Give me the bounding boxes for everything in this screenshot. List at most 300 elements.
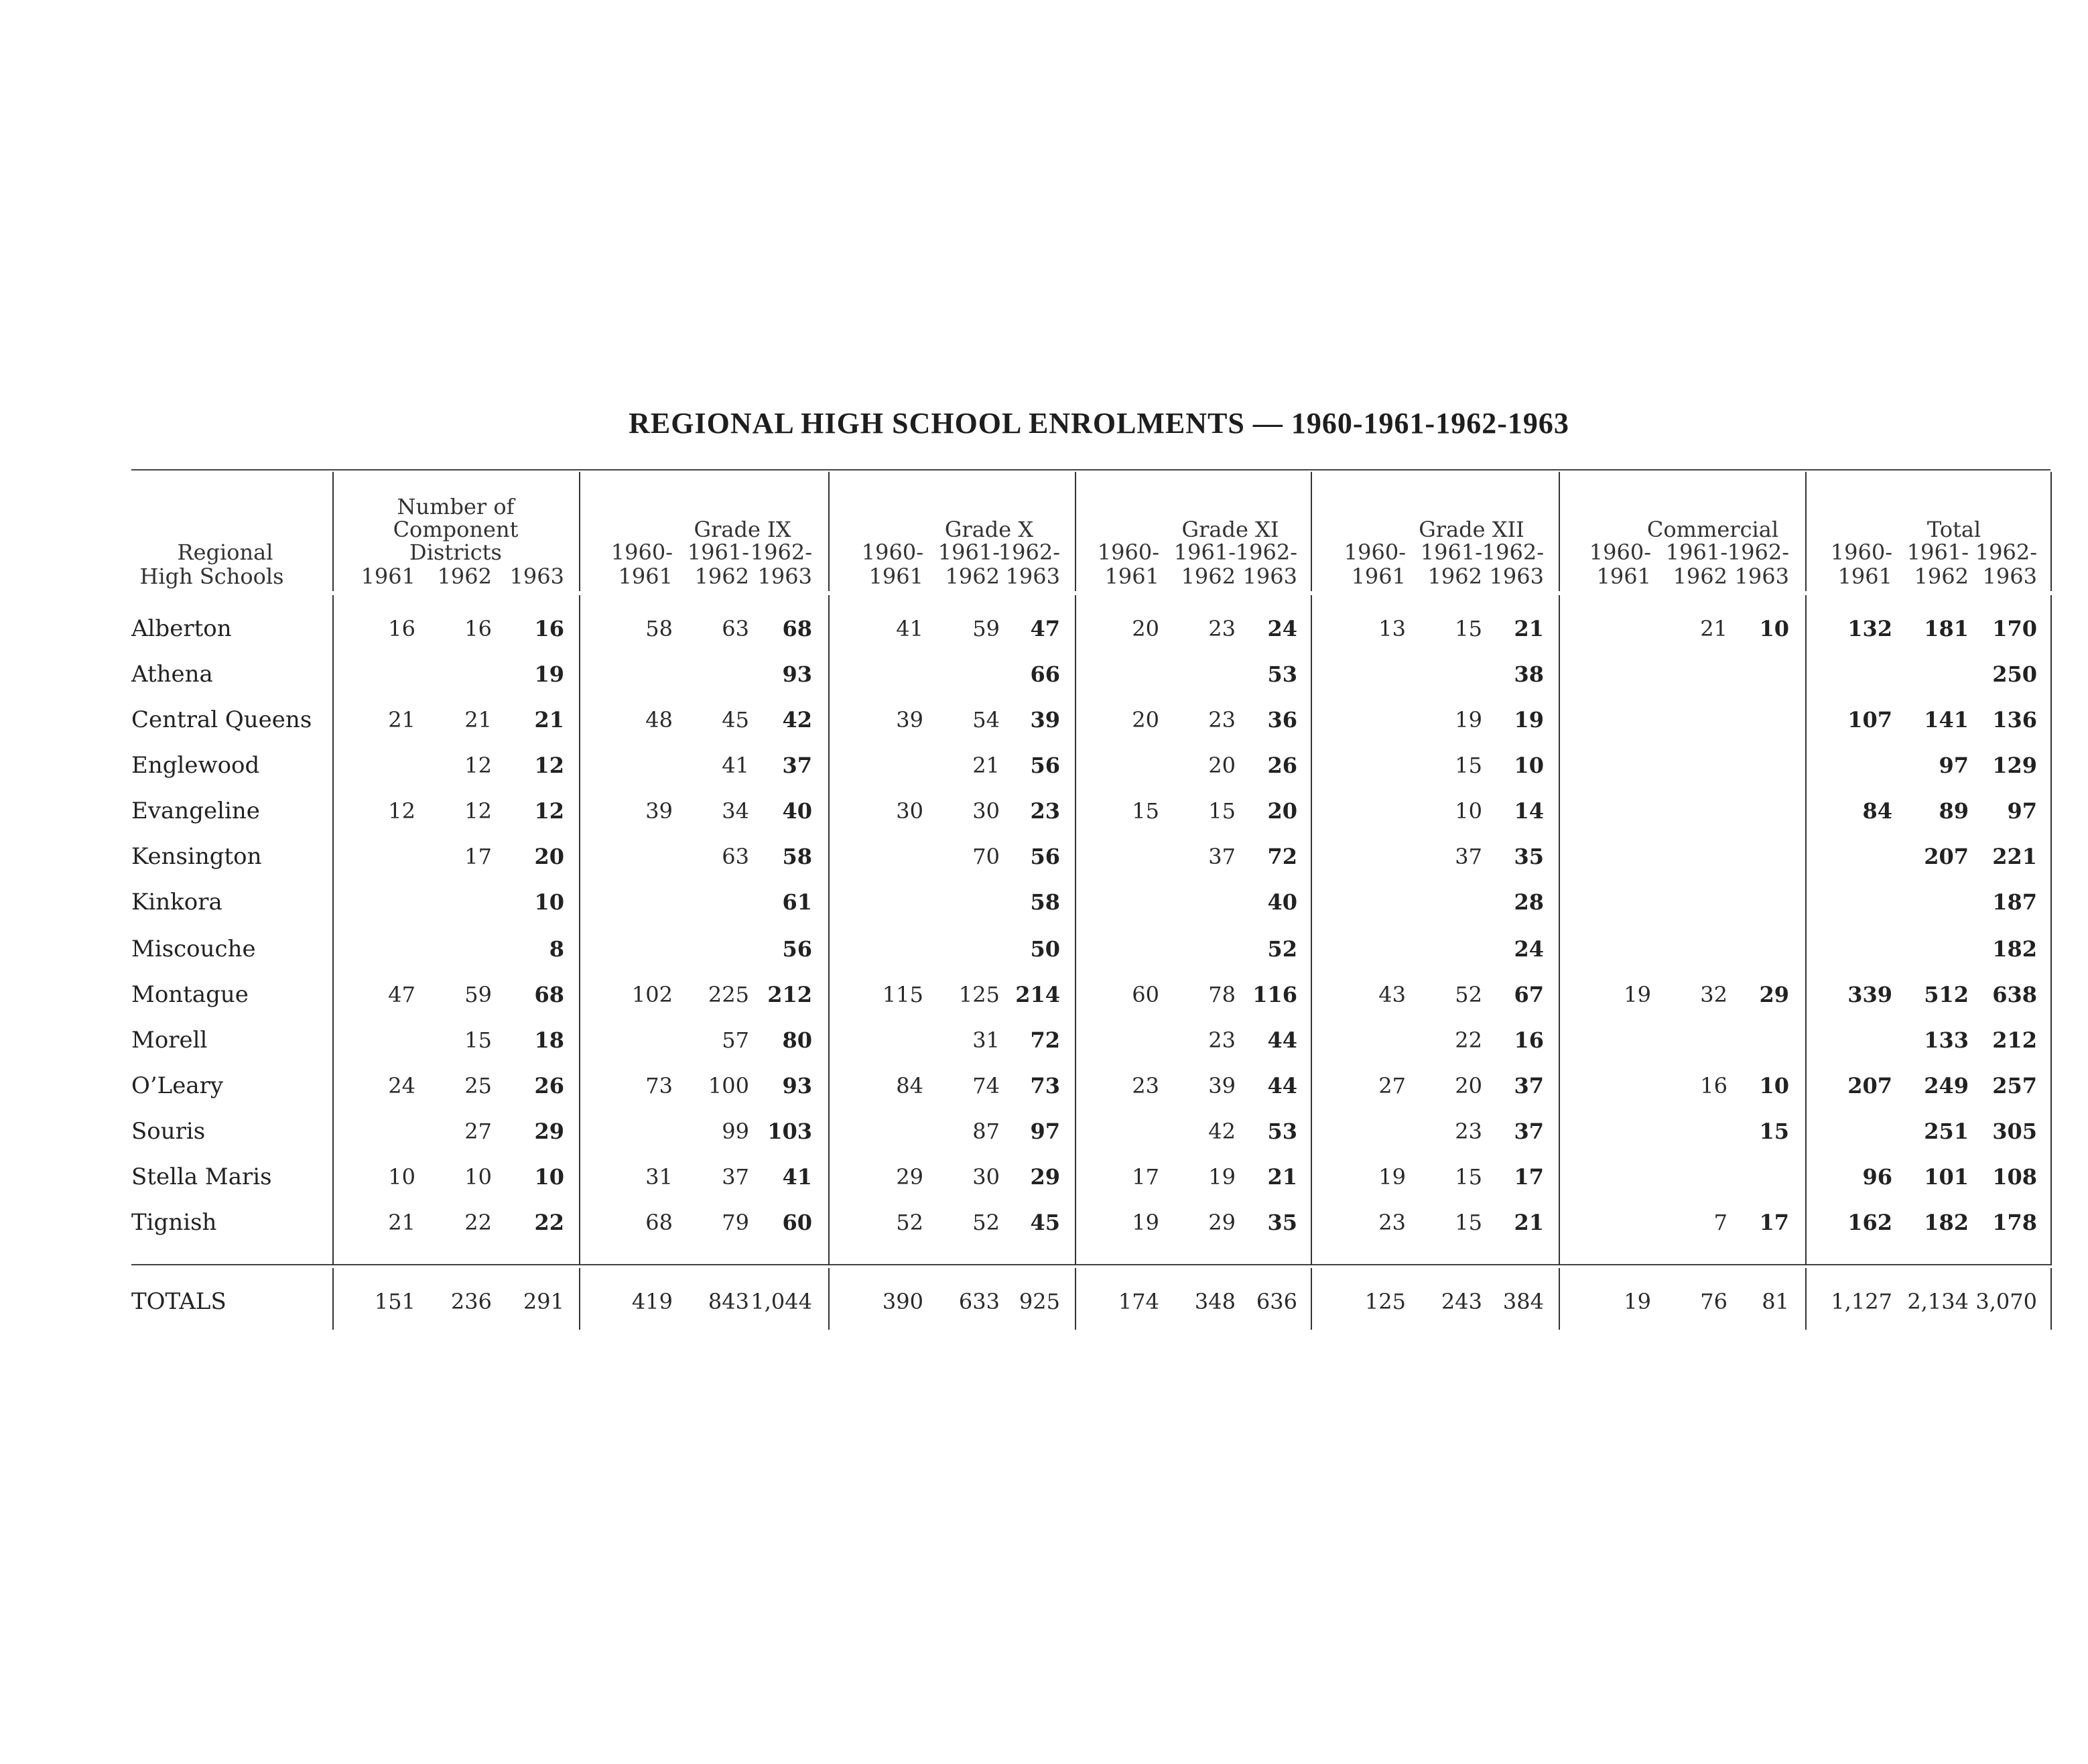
- table-cell: 633: [958, 1289, 1000, 1314]
- table-cell: 419: [631, 1289, 673, 1314]
- table-cell: 17: [464, 844, 492, 869]
- table-cell: 97: [2007, 798, 2037, 824]
- table-cell: 21: [1267, 1164, 1297, 1190]
- table-cell: 15: [1132, 798, 1159, 824]
- table-cell: 19: [1455, 707, 1482, 733]
- table-cell: 20: [1267, 798, 1297, 824]
- table-cell: 72: [1267, 844, 1297, 869]
- year-header-bottom: 1962: [1914, 564, 1969, 589]
- table-cell: 15: [1455, 1210, 1482, 1235]
- table-cell: 12: [534, 753, 564, 778]
- table-cell: 24: [1267, 616, 1297, 641]
- table-cell: 174: [1118, 1289, 1159, 1314]
- table-cell: 170: [1992, 616, 2037, 641]
- year-header-bottom: 1962: [945, 564, 1000, 589]
- table-cell: 70: [972, 844, 1000, 869]
- year-header-top: 1960-: [1830, 540, 1892, 565]
- table-cell: 384: [1502, 1289, 1544, 1314]
- year-header-top: 1962-: [1482, 540, 1544, 565]
- table-cell: 58: [782, 844, 812, 869]
- table-cell: 37: [1514, 1073, 1544, 1098]
- table-cell: 125: [1364, 1289, 1406, 1314]
- totals-rule: [131, 1264, 2050, 1265]
- table-cell: 8: [549, 936, 564, 962]
- column-divider: [1805, 1268, 1807, 1330]
- table-cell: 24: [388, 1073, 415, 1098]
- table-cell: 23: [1208, 707, 1236, 733]
- table-cell: 41: [722, 753, 749, 778]
- table-cell: 44: [1267, 1073, 1297, 1098]
- table-cell: 53: [1267, 662, 1297, 687]
- table-cell: 97: [1939, 753, 1969, 778]
- year-header-bottom: 1963: [1005, 564, 1060, 589]
- table-cell: 102: [631, 982, 673, 1007]
- table-cell: 58: [1030, 889, 1060, 915]
- table-cell: 29: [896, 1164, 923, 1190]
- table-cell: 3,070: [1975, 1289, 2037, 1314]
- group-header: Total: [1927, 517, 1981, 542]
- table-row-label: Stella Maris: [131, 1163, 272, 1190]
- table-cell: 39: [896, 707, 923, 733]
- year-header-top: 1961-: [1420, 540, 1482, 565]
- table-cell: 35: [1267, 1210, 1297, 1235]
- table-cell: 141: [1924, 707, 1969, 733]
- table-cell: 39: [1208, 1073, 1236, 1098]
- table-cell: 42: [1208, 1119, 1236, 1144]
- table-cell: 52: [1455, 982, 1482, 1007]
- table-cell: 54: [972, 707, 1000, 733]
- column-divider: [332, 595, 334, 1265]
- year-header-bottom: 1961: [1104, 564, 1159, 589]
- table-cell: 10: [534, 889, 564, 915]
- table-cell: 19: [1624, 1289, 1651, 1314]
- table-cell: 16: [534, 616, 564, 641]
- table-cell: 29: [1030, 1164, 1060, 1190]
- year-header-bottom: 1963: [1982, 564, 2037, 589]
- table-cell: 19: [534, 662, 564, 687]
- table-cell: 103: [767, 1119, 812, 1144]
- table-cell: 36: [1267, 707, 1297, 733]
- top-rule: [131, 469, 2050, 470]
- table-cell: 132: [1847, 616, 1892, 641]
- table-cell: 93: [782, 662, 812, 687]
- column-divider: [828, 595, 830, 1265]
- table-row-label: Central Queens: [131, 706, 312, 733]
- table-cell: 19: [1514, 707, 1544, 733]
- table-cell: 10: [534, 1164, 564, 1190]
- table-cell: 28: [1514, 889, 1544, 915]
- table-cell: 18: [534, 1027, 564, 1053]
- table-cell: 89: [1939, 798, 1969, 824]
- table-row-label: O’Leary: [131, 1072, 224, 1099]
- table-cell: 162: [1847, 1210, 1892, 1235]
- table-cell: 23: [1030, 798, 1060, 824]
- year-header-bottom: 1961: [618, 564, 673, 589]
- table-cell: 15: [1455, 753, 1482, 778]
- table-cell: 13: [1378, 616, 1406, 641]
- table-cell: 66: [1030, 662, 1060, 687]
- table-cell: 19: [1132, 1210, 1159, 1235]
- table-cell: 96: [1862, 1164, 1892, 1190]
- year-header-top: 1960-: [861, 540, 923, 565]
- table-cell: 20: [1455, 1073, 1482, 1098]
- table-cell: 20: [1132, 707, 1159, 733]
- table-cell: 133: [1924, 1027, 1969, 1053]
- table-cell: 50: [1030, 936, 1060, 962]
- column-divider: [2050, 1268, 2052, 1330]
- table-cell: 843: [708, 1289, 749, 1314]
- table-cell: 32: [1700, 982, 1727, 1007]
- column-divider: [1075, 595, 1076, 1265]
- table-cell: 38: [1514, 662, 1544, 687]
- year-header-top: 1962-: [1727, 540, 1789, 565]
- table-cell: 80: [782, 1027, 812, 1053]
- year-header-top: 1961-: [687, 540, 749, 565]
- table-cell: 291: [523, 1289, 564, 1314]
- table-cell: 129: [1992, 753, 2037, 778]
- table-cell: 21: [1514, 616, 1544, 641]
- districts-year-header: 1963: [509, 564, 564, 589]
- table-cell: 84: [896, 1073, 923, 1098]
- table-cell: 19: [1208, 1164, 1236, 1190]
- table-cell: 21: [972, 753, 1000, 778]
- table-cell: 23: [1455, 1119, 1482, 1144]
- table-row-label: Tignish: [131, 1209, 217, 1236]
- table-cell: 1,044: [751, 1289, 812, 1314]
- districts-header-line-2: Component: [393, 517, 519, 542]
- table-cell: 236: [450, 1289, 492, 1314]
- table-cell: 390: [882, 1289, 923, 1314]
- table-cell: 52: [972, 1210, 1000, 1235]
- year-header-top: 1960-: [1097, 540, 1159, 565]
- table-cell: 101: [1924, 1164, 1969, 1190]
- table-cell: 41: [782, 1164, 812, 1190]
- table-cell: 26: [534, 1073, 564, 1098]
- table-cell: 23: [1208, 1027, 1236, 1053]
- year-header-bottom: 1962: [1427, 564, 1482, 589]
- table-row-label: Englewood: [131, 752, 260, 779]
- table-cell: 26: [1267, 753, 1297, 778]
- table-cell: 15: [1208, 798, 1236, 824]
- year-header-bottom: 1962: [694, 564, 749, 589]
- table-cell: 60: [782, 1210, 812, 1235]
- districts-header-line-1: Number of: [397, 494, 515, 519]
- table-cell: 17: [1132, 1164, 1159, 1190]
- table-cell: 221: [1992, 844, 2037, 869]
- table-cell: 257: [1992, 1073, 2037, 1098]
- table-cell: 12: [464, 753, 492, 778]
- table-cell: 22: [464, 1210, 492, 1235]
- table-cell: 21: [534, 707, 564, 733]
- table-cell: 37: [782, 753, 812, 778]
- districts-year-header: 1961: [361, 564, 415, 589]
- table-cell: 37: [1455, 844, 1482, 869]
- table-cell: 12: [464, 798, 492, 824]
- table-cell: 57: [722, 1027, 749, 1053]
- table-row-label: Montague: [131, 981, 249, 1008]
- column-divider: [332, 1268, 334, 1330]
- table-cell: 93: [782, 1073, 812, 1098]
- table-cell: 187: [1992, 889, 2037, 915]
- year-header-top: 1961-: [1665, 540, 1727, 565]
- group-header: Grade IX: [694, 517, 791, 542]
- table-cell: 30: [972, 1164, 1000, 1190]
- table-cell: 40: [1267, 889, 1297, 915]
- table-cell: 10: [1455, 798, 1482, 824]
- table-cell: 25: [464, 1073, 492, 1098]
- table-cell: 10: [388, 1164, 415, 1190]
- table-cell: 67: [1514, 982, 1544, 1007]
- column-divider: [828, 1268, 830, 1330]
- table-cell: 59: [464, 982, 492, 1007]
- table-cell: 60: [1132, 982, 1159, 1007]
- year-header-bottom: 1961: [868, 564, 923, 589]
- table-cell: 68: [782, 616, 812, 641]
- table-cell: 925: [1019, 1289, 1060, 1314]
- group-header: Grade XII: [1419, 517, 1524, 542]
- table-cell: 21: [388, 707, 415, 733]
- year-header-top: 1961-: [937, 540, 1000, 565]
- table-cell: 243: [1441, 1289, 1482, 1314]
- group-header: Commercial: [1646, 517, 1779, 542]
- table-cell: 249: [1924, 1073, 1969, 1098]
- year-header-top: 1960-: [610, 540, 673, 565]
- table-cell: 19: [1378, 1164, 1406, 1190]
- year-header-top: 1962-: [998, 540, 1060, 565]
- year-header-bottom: 1963: [1734, 564, 1789, 589]
- table-cell: 20: [534, 844, 564, 869]
- year-header-bottom: 1962: [1181, 564, 1236, 589]
- table-row-label: Miscouche: [131, 936, 256, 962]
- table-cell: 87: [972, 1119, 1000, 1144]
- table-cell: 73: [1030, 1073, 1060, 1098]
- table-cell: 15: [1455, 616, 1482, 641]
- column-divider: [1311, 595, 1312, 1265]
- table-cell: 35: [1514, 844, 1544, 869]
- table-cell: 15: [464, 1027, 492, 1053]
- table-cell: 48: [645, 707, 673, 733]
- table-cell: 125: [958, 982, 1000, 1007]
- table-cell: 45: [722, 707, 749, 733]
- table-cell: 21: [1514, 1210, 1544, 1235]
- table-cell: 59: [972, 616, 1000, 641]
- table-cell: 52: [1267, 936, 1297, 962]
- column-divider: [1559, 595, 1560, 1265]
- table-cell: 17: [1514, 1164, 1544, 1190]
- table-cell: 30: [972, 798, 1000, 824]
- table-cell: 40: [782, 798, 812, 824]
- table-cell: 251: [1924, 1119, 1969, 1144]
- table-row-label: Morell: [131, 1027, 208, 1054]
- column-divider: [2050, 595, 2052, 1265]
- table-cell: 100: [708, 1073, 749, 1098]
- table-cell: 225: [708, 982, 749, 1007]
- table-cell: 24: [1514, 936, 1544, 962]
- table-cell: 37: [1208, 844, 1236, 869]
- table-cell: 31: [972, 1027, 1000, 1053]
- table-cell: 44: [1267, 1027, 1297, 1053]
- table-cell: 15: [1759, 1119, 1789, 1144]
- table-cell: 56: [782, 936, 812, 962]
- table-cell: 19: [1624, 982, 1651, 1007]
- year-header-top: 1962-: [1235, 540, 1297, 565]
- table-cell: 2,134: [1907, 1289, 1969, 1314]
- table-cell: 45: [1030, 1210, 1060, 1235]
- table-cell: 37: [1514, 1119, 1544, 1144]
- table-cell: 61: [782, 889, 812, 915]
- year-header-top: 1961-: [1906, 540, 1969, 565]
- table-cell: 29: [534, 1119, 564, 1144]
- table-cell: 181: [1924, 616, 1969, 641]
- table-row-label: Athena: [131, 661, 213, 688]
- table-cell: 10: [1759, 1073, 1789, 1098]
- table-cell: 42: [782, 707, 812, 733]
- table-cell: 99: [722, 1119, 749, 1144]
- table-cell: 68: [645, 1210, 673, 1235]
- table-cell: 178: [1992, 1210, 2037, 1235]
- table-cell: 339: [1847, 982, 1892, 1007]
- table-cell: 22: [534, 1210, 564, 1235]
- table-row-label: Kinkora: [131, 889, 222, 916]
- table-cell: 108: [1992, 1164, 2037, 1190]
- column-divider: [579, 472, 580, 591]
- table-cell: 58: [645, 616, 673, 641]
- table-cell: 63: [722, 616, 749, 641]
- table-cell: 34: [722, 798, 749, 824]
- table-cell: 23: [1208, 616, 1236, 641]
- table-cell: 78: [1208, 982, 1236, 1007]
- page-title: REGIONAL HIGH SCHOOL ENROLMENTS — 1960-1961-1962-1963: [629, 407, 1569, 440]
- table-cell: 30: [896, 798, 923, 824]
- table-cell: 81: [1762, 1289, 1789, 1314]
- table-cell: 21: [388, 1210, 415, 1235]
- table-cell: 636: [1256, 1289, 1297, 1314]
- table-cell: 63: [722, 844, 749, 869]
- table-cell: 72: [1030, 1027, 1060, 1053]
- table-cell: 27: [1378, 1073, 1406, 1098]
- districts-header-line-3: Districts: [409, 540, 502, 565]
- table-cell: 23: [1378, 1210, 1406, 1235]
- table-cell: 638: [1992, 982, 2037, 1007]
- table-cell: 43: [1378, 982, 1406, 1007]
- table-cell: 79: [722, 1210, 749, 1235]
- table-cell: 250: [1992, 662, 2037, 687]
- table-cell: 37: [722, 1164, 749, 1190]
- year-header-bottom: 1961: [1351, 564, 1406, 589]
- table-cell: 16: [464, 616, 492, 641]
- table-cell: 74: [972, 1073, 1000, 1098]
- districts-year-header: 1962: [437, 564, 492, 589]
- group-header: Grade X: [944, 517, 1034, 542]
- table-cell: 12: [534, 798, 564, 824]
- table-cell: 97: [1030, 1119, 1060, 1144]
- table-cell: 31: [645, 1164, 673, 1190]
- table-cell: 207: [1924, 844, 1969, 869]
- table-cell: 107: [1847, 707, 1892, 733]
- year-header-top: 1962-: [1975, 540, 2037, 565]
- table-cell: 207: [1847, 1073, 1892, 1098]
- table-cell: 47: [388, 982, 415, 1007]
- table-cell: 21: [464, 707, 492, 733]
- table-cell: 136: [1992, 707, 2037, 733]
- table-cell: 182: [1924, 1210, 1969, 1235]
- table-cell: 10: [1759, 616, 1789, 641]
- table-cell: 20: [1208, 753, 1236, 778]
- table-cell: 23: [1132, 1073, 1159, 1098]
- column-divider: [1805, 595, 1807, 1265]
- table-cell: 27: [464, 1119, 492, 1144]
- table-cell: 214: [1015, 982, 1060, 1007]
- table-cell: 151: [374, 1289, 415, 1314]
- table-cell: 212: [1992, 1027, 2037, 1053]
- table-cell: 16: [388, 616, 415, 641]
- table-cell: 10: [1514, 753, 1544, 778]
- table-cell: 39: [1030, 707, 1060, 733]
- table-cell: 76: [1700, 1289, 1727, 1314]
- column-divider: [1559, 1268, 1560, 1330]
- year-header-bottom: 1961: [1596, 564, 1651, 589]
- year-header-bottom: 1963: [1489, 564, 1544, 589]
- table-cell: 68: [534, 982, 564, 1007]
- column-divider: [1075, 1268, 1076, 1330]
- table-cell: 20: [1132, 616, 1159, 641]
- school-header-line-2: High Schools: [139, 564, 284, 589]
- table-cell: 1,127: [1831, 1289, 1892, 1314]
- year-header-top: 1960-: [1589, 540, 1651, 565]
- table-cell: 39: [645, 798, 673, 824]
- table-cell: 84: [1862, 798, 1892, 824]
- table-row-label: Alberton: [131, 615, 232, 642]
- table-cell: 29: [1759, 982, 1789, 1007]
- table-row-label: Kensington: [131, 843, 262, 870]
- table-cell: 21: [1700, 616, 1727, 641]
- table-cell: 56: [1030, 844, 1060, 869]
- column-divider: [579, 595, 580, 1265]
- column-divider: [332, 472, 334, 591]
- year-header-bottom: 1963: [757, 564, 812, 589]
- year-header-top: 1961-: [1173, 540, 1236, 565]
- table-cell: 47: [1030, 616, 1060, 641]
- table-cell: 52: [896, 1210, 923, 1235]
- table-cell: 29: [1208, 1210, 1236, 1235]
- year-header-bottom: 1962: [1673, 564, 1727, 589]
- table-cell: 41: [896, 616, 923, 641]
- table-row-label: Evangeline: [131, 798, 260, 824]
- table-cell: 22: [1455, 1027, 1482, 1053]
- table-cell: 73: [645, 1073, 673, 1098]
- table-cell: 305: [1992, 1119, 2037, 1144]
- table-cell: 212: [767, 982, 812, 1007]
- table-cell: 115: [882, 982, 923, 1007]
- table-cell: 15: [1455, 1164, 1482, 1190]
- column-divider: [1311, 1268, 1312, 1330]
- table-cell: 16: [1700, 1073, 1727, 1098]
- table-cell: 348: [1194, 1289, 1236, 1314]
- year-header-bottom: 1963: [1242, 564, 1297, 589]
- table-cell: 7: [1713, 1210, 1727, 1235]
- year-header-top: 1962-: [750, 540, 812, 565]
- table-cell: 182: [1992, 936, 2037, 962]
- table-cell: 12: [388, 798, 415, 824]
- table-cell: 14: [1514, 798, 1544, 824]
- school-header-line-1: Regional: [177, 540, 273, 565]
- year-header-top: 1960-: [1344, 540, 1406, 565]
- year-header-bottom: 1961: [1837, 564, 1892, 589]
- table-cell: 16: [1514, 1027, 1544, 1053]
- table-cell: 56: [1030, 753, 1060, 778]
- table-row-label: Souris: [131, 1118, 206, 1145]
- table-cell: 10: [464, 1164, 492, 1190]
